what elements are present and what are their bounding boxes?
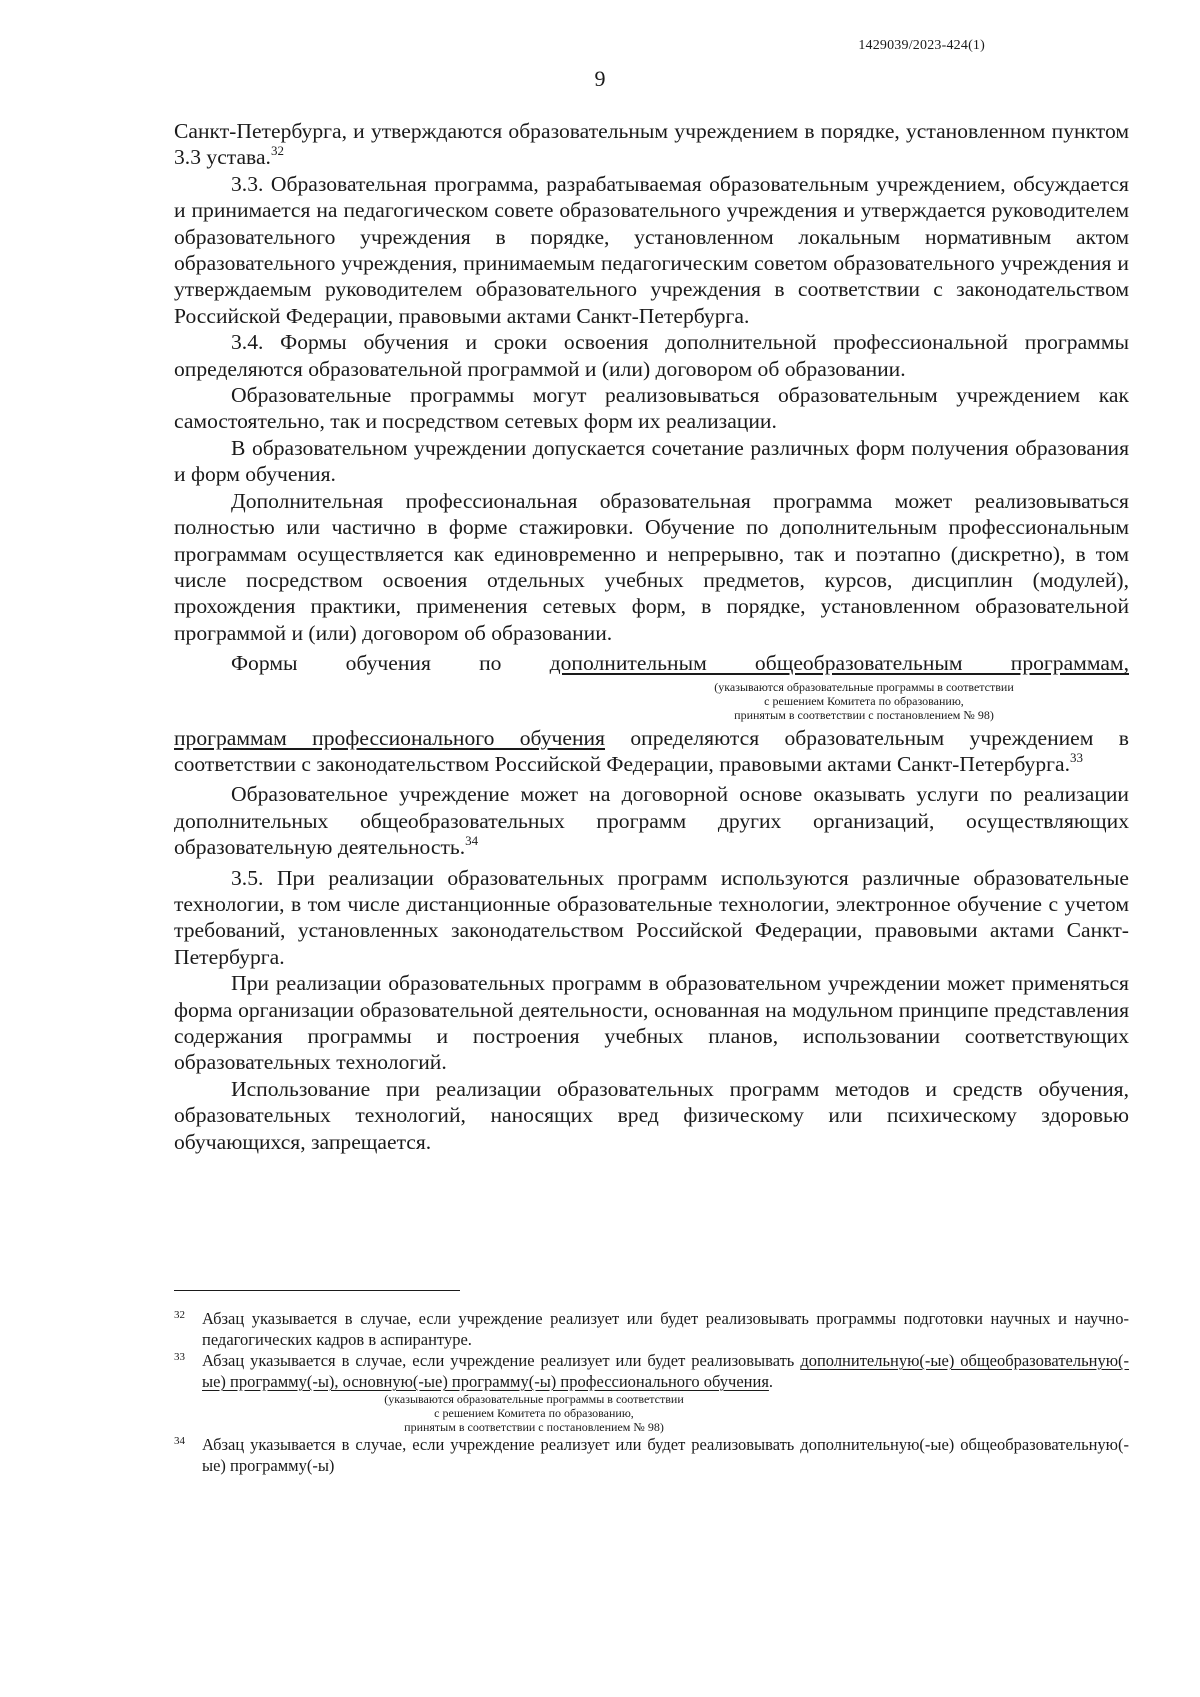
paragraph-combined-forms: В образовательном учреждении допускается сочетание различных форм получения образования и форм обучения. — [174, 435, 1129, 487]
editorial-note-line: (указываются образовательные программы в соответствии — [714, 679, 1014, 694]
paragraph-continuation — [174, 118, 1129, 171]
document-registration-number: 1429039/2023-424(1) — [858, 38, 985, 53]
editorial-note-line: с решением Комитета по образованию, — [434, 1406, 634, 1420]
underlined-program-type: дополнительным общеобразовательным программам, — [549, 651, 1129, 676]
editorial-note-line: принятым в соответствии с постановлением № 98) — [404, 1420, 664, 1434]
footnote-text-end: . — [768, 1372, 774, 1391]
footnote-text: Абзац указывается в случае, если учреждение реализует или будет реализовывать программы подготовки научных и научно-педагогических кадров в аспирантуре. — [202, 1309, 1129, 1349]
footnote-number: 34 — [174, 1435, 185, 1447]
underlined-program-type: дополнительную(-ые) общеобразовательную(-ые) программу(-ы), основную(-ые) программу(-ы) профессионального обучения — [202, 1351, 1130, 1391]
paragraph-text: Формы обучения по — [231, 651, 502, 676]
paragraph-modular-principle: При реализации образовательных программ в образовательном учреждении может применяться форма организации образовательной деятельности, основанная на модульном принципе представления содержания программы и построения учебных планов, использовании соответствующих образовательных технологий. — [174, 971, 1129, 1075]
paragraph-forms-of-study-line1 — [174, 650, 1129, 676]
footnote-number: 33 — [174, 1351, 185, 1363]
footnote-separator — [174, 1290, 460, 1291]
paragraph-contract-services — [174, 781, 1129, 860]
paragraph-forms-of-study-cont — [174, 725, 1129, 778]
footnote-number: 32 — [174, 1309, 185, 1321]
editorial-note-line: (указываются образовательные программы в соответствии — [384, 1392, 684, 1406]
footnotes — [174, 1308, 1129, 1476]
footnote-ref-34[interactable]: 34 — [465, 833, 479, 849]
footnote-ref-33[interactable]: 33 — [1069, 749, 1083, 765]
paragraph-prohibited-methods: Использование при реализации образовательных программ методов и средств обучения, образовательных технологий, наносящих вред физическому или психическому здоровью обучающихся, запрещается. — [174, 1076, 1129, 1154]
editorial-note-line: принятым в соответствии с постановлением № 98) — [734, 707, 994, 722]
editorial-note — [324, 1392, 744, 1434]
editorial-note — [644, 680, 1084, 722]
footnote-text: Абзац указывается в случае, если учреждение реализует или будет реализовывать — [202, 1351, 801, 1370]
footnote-34 — [174, 1434, 1129, 1476]
paragraph-network-forms: Образовательные программы могут реализовываться образовательным учреждением как самостоятельно, так и посредством сетевых форм их реализации. — [174, 383, 1129, 434]
footnote-text: Абзац указывается в случае, если учреждение реализует или будет реализовывать дополнительную(-ые) общеобразовательную(-ые) программу(-ы) — [202, 1435, 1129, 1475]
editorial-note-line: с решением Комитета по образованию, — [764, 693, 964, 708]
page-number: 9 — [594, 66, 606, 91]
paragraph-internship: Дополнительная профессиональная образовательная программа может реализовываться полностью или частично в форме стажировки. Обучение по дополнительным профессиональным программам осуществляется как единовременно и непрерывно, так и поэтапно (дискретно), в том числе посредством освоения отдельных учебных предметов, курсов, дисциплин (модулей), прохождения практики, применения сетевых форм, в порядке, установленном образовательной программой и (или) договором об образовании. — [174, 488, 1129, 645]
underlined-program-type: программам профессионального обучения — [174, 725, 605, 750]
paragraph-text: Образовательное учреждение может на договорной основе оказывать услуги по реализации дополнительных общеобразовательных программ других организаций, осуществляющих образовательную деятельность. — [174, 782, 1129, 860]
paragraph-text: определяются образовательным учреждением в соответствии с законодательством Российской Федерации, правовыми актами Санкт-Петербурга. — [174, 725, 1129, 776]
paragraph-text: Санкт-Петербурга, и утверждаются образовательным учреждением в порядке, установленном пунктом 3.3 устава. — [174, 119, 1129, 170]
paragraph-3-5: 3.5. При реализации образовательных программ используются различные образовательные технологии, в том числе дистанционные образовательные технологии, электронное обучение с учетом требований, установленных законодательством Российской Федерации, правовыми актами Санкт-Петербурга. — [174, 865, 1129, 969]
paragraph-3-3: 3.3. Образовательная программа, разрабатываемая образовательным учреждением, обсуждается и принимается на педагогическом совете образовательного учреждения и утверждается руководителем образовательного учреждения в порядке, установленном локальным нормативным актом образовательного учреждения, принимаемым педагогическим советом образовательного учреждения и утверждаемым руководителем образовательного учреждения в соответствии с законодательством Российской Федерации, правовыми актами Санкт-Петербурга. — [174, 171, 1129, 328]
document-body — [174, 118, 1129, 1155]
footnote-32 — [174, 1308, 1129, 1350]
paragraph-3-4: 3.4. Формы обучения и сроки освоения дополнительной профессиональной программы определяются образовательной программой и (или) договором об образовании. — [174, 330, 1129, 381]
footnote-ref-32[interactable]: 32 — [270, 143, 284, 159]
footnote-33 — [174, 1350, 1129, 1392]
